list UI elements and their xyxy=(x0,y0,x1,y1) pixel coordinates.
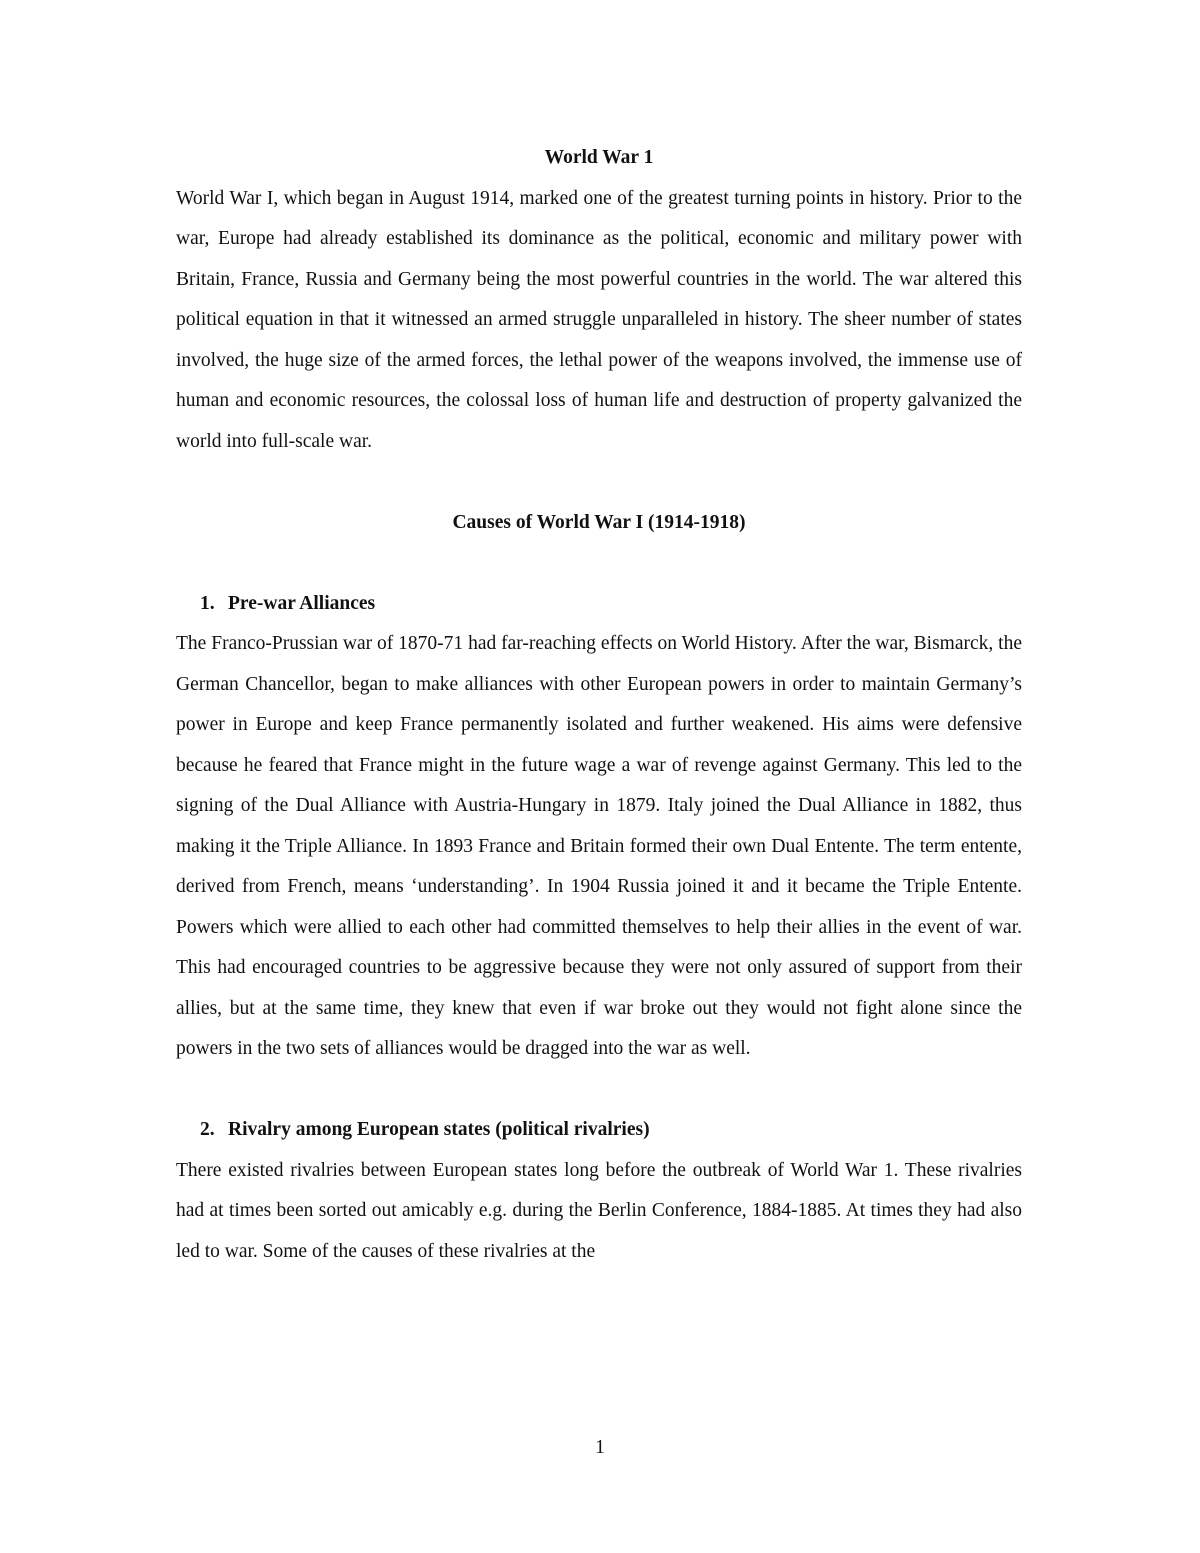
section-body-rivalry: There existed rivalries between European states long before the outbreak of World War 1. These rivalries had at times been sorted out amicably e.g. during the Berlin Conference, 1884-1885. At times they had also led to war. Some of the causes of these rivalries at the xyxy=(176,1159,1022,1262)
section-heading-text: Rivalry among European states (political rivalries) xyxy=(228,1119,650,1140)
section-heading-rivalry xyxy=(176,1110,1022,1151)
section-body-alliances: The Franco-Prussian war of 1870-71 had far-reaching effects on World History. After the war, Bismarck, the German Chancellor, began to make alliances with other European powers in order to maintain Germany’s power in Europe and keep France permanently isolated and further weakened. His aims were defensive because he feared that France might in the future wage a war of revenge against Germany. This led to the signing of the Dual Alliance with Austria-Hungary in 1879. Italy joined the Dual Alliance in 1882, thus making it the Triple Alliance. In 1893 France and Britain formed their own Dual Entente. The term entente, derived from French, means ‘understanding’. In 1904 Russia joined it and it became the Triple Entente. Powers which were allied to each other had committed themselves to help their allies in the event of war. This had encouraged countries to be aggressive because they were not only assured of support from their allies, but at the same time, they knew that even if war broke out they would not fight alone since the powers in the two sets of alliances would be dragged into the war as well. xyxy=(176,633,1022,1059)
section-number: 2. xyxy=(200,1119,215,1140)
intro-paragraph: World War I, which began in August 1914, marked one of the greatest turning points in history. Prior to the war, Europe had already established its dominance as the political, economic and military power with Britain, France, Russia and Germany being the most powerful countries in the world. The war altered this political equation in that it witnessed an armed struggle unparalleled in history. The sheer number of states involved, the huge size of the armed forces, the lethal power of the weapons involved, the immense use of human and economic resources, the colossal loss of human life and destruction of property galvanized the world into full-scale war. xyxy=(176,187,1022,452)
section-heading-alliances xyxy=(176,584,1022,625)
page-number: 1 xyxy=(595,1437,605,1458)
section-number: 1. xyxy=(200,592,215,614)
section-heading-text: Pre-war Alliances xyxy=(228,592,376,614)
causes-subtitle: Causes of World War I (1914-1918) xyxy=(452,511,746,533)
document-page xyxy=(176,138,1022,1272)
document-title: World War 1 xyxy=(544,147,654,168)
